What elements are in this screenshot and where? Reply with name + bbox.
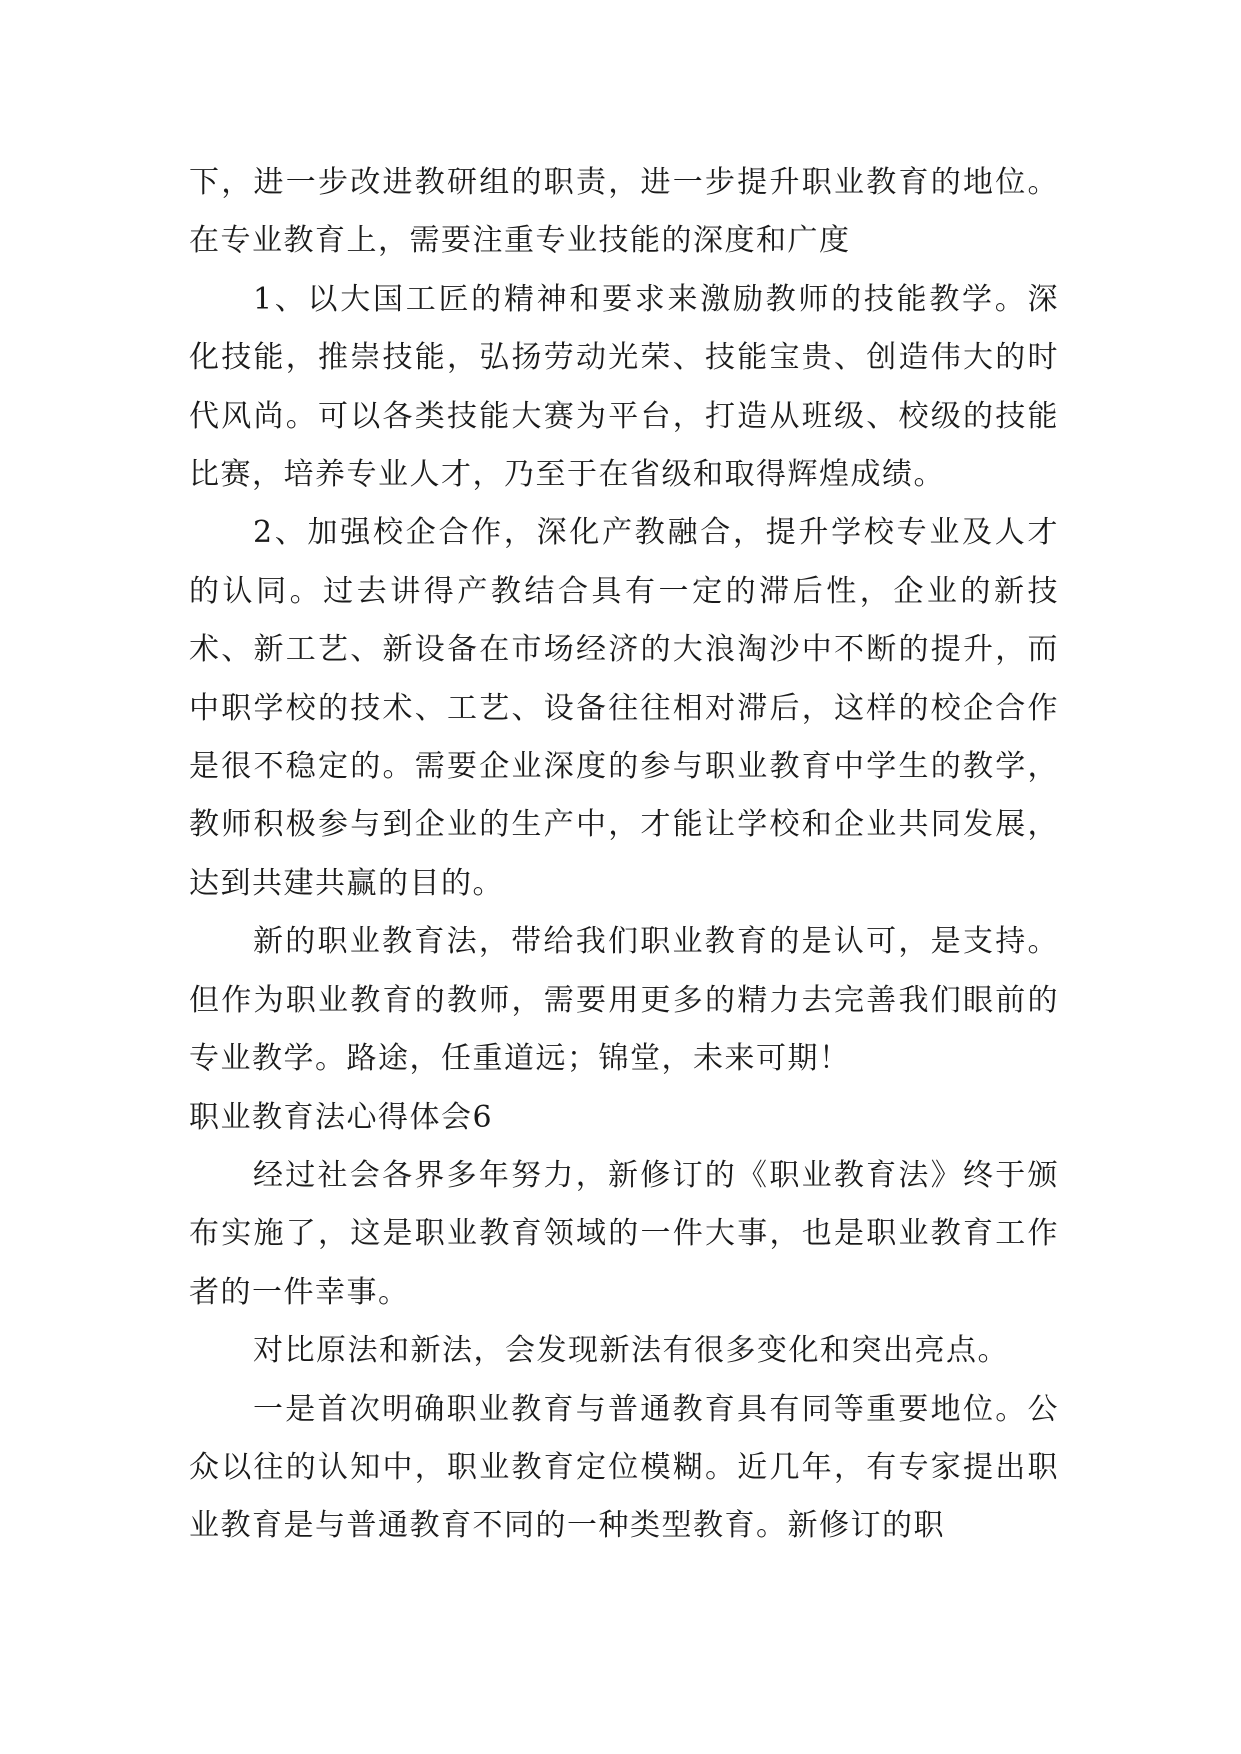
- section-heading: 职业教育法心得体会6: [189, 1099, 494, 1135]
- paragraph-conclusion: 新的职业教育法，带给我们职业教育的是认可，是支持。但作为职业教育的教师，需要用更多的精力去完善我们眼前的专业教学。路途，任重道远；锦堂，未来可期！: [189, 924, 1059, 1077]
- paragraph-intro: 经过社会各界多年努力，新修订的《职业教育法》终于颁布实施了，这是职业教育领域的一件大事，也是职业教育工作者的一件幸事。: [189, 1157, 1059, 1310]
- document-body: [189, 154, 1059, 1556]
- paragraph-item-2: 2、加强校企合作，深化产教融合，提升学校专业及人才的认同。过去讲得产教结合具有一定的滞后性，企业的新技术、新工艺、新设备在市场经济的大浪淘沙中不断的提升，而中职学校的技术、工艺、设备往往相对滞后，这样的校企合作是很不稳定的。需要企业深度的参与职业教育中学生的教学，教师积极参与到企业的生产中，才能让学校和企业共同发展，达到共建共赢的目的。: [189, 515, 1059, 901]
- paragraph-point-1: 一是首次明确职业教育与普通教育具有同等重要地位。公众以往的认知中，职业教育定位模糊。近几年，有专家提出职业教育是与普通教育不同的一种类型教育。新修订的职: [189, 1391, 1059, 1544]
- paragraph-comparison: 对比原法和新法，会发现新法有很多变化和突出亮点。: [253, 1333, 1009, 1369]
- paragraph-continuation: 下，进一步改进教研组的职责，进一步提升职业教育的地位。在专业教育上，需要注重专业技能的深度和广度: [189, 165, 1059, 259]
- paragraph-item-1: 1、以大国工匠的精神和要求来激励教师的技能教学。深化技能，推崇技能，弘扬劳动光荣、技能宝贵、创造伟大的时代风尚。可以各类技能大赛为平台，打造从班级、校级的技能比赛，培养专业人才，乃至于在省级和取得辉煌成绩。: [189, 281, 1059, 493]
